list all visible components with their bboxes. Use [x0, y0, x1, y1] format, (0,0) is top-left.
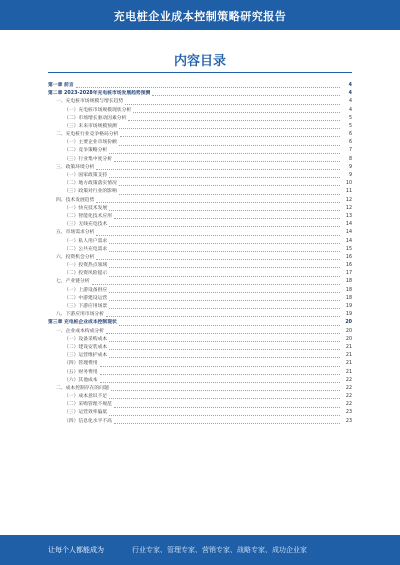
- toc-entry-label: （三）未来市场规模预测: [64, 123, 117, 129]
- toc-entry[interactable]: [48, 205, 352, 213]
- toc-page-number: 7: [348, 148, 352, 154]
- toc-entry-label: （一）成本意识不足: [64, 394, 108, 400]
- toc-entry[interactable]: [48, 270, 352, 278]
- toc-dot-leader: [109, 153, 340, 154]
- toc-page-number: 23: [345, 418, 352, 424]
- header-bar: [0, 0, 400, 30]
- toc-entry[interactable]: [48, 180, 352, 188]
- toc-page-number: 19: [345, 304, 352, 310]
- toc-entry[interactable]: [48, 352, 352, 360]
- toc-page-number: 21: [345, 353, 352, 359]
- toc-page-number: 8: [348, 156, 352, 162]
- toc-entry-label: （一）投资热点领域: [64, 263, 108, 269]
- toc-entry[interactable]: [48, 410, 352, 418]
- toc-entry-label: 五、市场需求分析: [56, 230, 95, 236]
- toc-entry[interactable]: [48, 377, 352, 385]
- toc-page-number: 21: [345, 369, 352, 375]
- toc-dot-leader: [109, 251, 340, 252]
- toc-chapter-entry[interactable]: [48, 82, 352, 90]
- toc-entry-label: （二）地方政策落实情况: [64, 181, 117, 187]
- toc-page-number: 21: [345, 361, 352, 367]
- toc-dot-leader: [100, 374, 340, 375]
- toc-dot-leader: [125, 104, 340, 105]
- toc-dot-leader: [119, 128, 340, 129]
- toc-dot-leader: [96, 202, 340, 203]
- toc-page-number: 20: [345, 336, 352, 342]
- toc-dot-leader: [109, 267, 340, 268]
- toc-entry-label: （二）采购管理不规范: [64, 402, 112, 408]
- toc-entry[interactable]: [48, 279, 352, 287]
- toc-dot-leader: [119, 185, 340, 186]
- toc-entry[interactable]: [48, 360, 352, 368]
- toc-entry[interactable]: [48, 197, 352, 205]
- footer-slogan: 让每个人都能成为: [48, 546, 104, 554]
- toc-entry-label: （一）设备采购成本: [64, 336, 108, 342]
- toc-page-number: 13: [345, 213, 352, 219]
- toc-page-number: 22: [345, 377, 352, 383]
- toc-page-number: 10: [345, 181, 352, 187]
- toc-dot-leader: [152, 95, 340, 96]
- toc-dot-leader: [109, 292, 340, 293]
- toc-dot-leader: [109, 349, 340, 350]
- toc-entry-label: （四）管理费用: [64, 361, 98, 367]
- toc-page-number: 4: [348, 107, 352, 113]
- toc-entry-label: （二）投资风险提示: [64, 271, 108, 277]
- toc-entry-label: 一、充电桩市场规模与增长趋势: [56, 99, 124, 105]
- toc-entry[interactable]: [48, 131, 352, 139]
- toc-page-number: 9: [348, 173, 352, 179]
- toc-entry[interactable]: [48, 98, 352, 106]
- toc-page-number: 20: [345, 328, 352, 334]
- toc-dot-leader: [106, 333, 340, 334]
- toc-page-number: 22: [345, 402, 352, 408]
- toc-entry[interactable]: [48, 221, 352, 229]
- toc-entry-label: （三）无线充电技术: [64, 222, 108, 228]
- toc-entry-label: （六）其他成本: [64, 377, 98, 383]
- toc-entry-label: （一）上游设备供应: [64, 287, 108, 293]
- toc-entry-label: 七、产业链分析: [56, 279, 90, 285]
- toc-chapter-entry[interactable]: [48, 319, 352, 327]
- toc-dot-leader: [106, 316, 340, 317]
- toc-dot-leader: [109, 357, 340, 358]
- toc-dot-leader: [128, 120, 340, 121]
- toc-dot-leader: [109, 226, 340, 227]
- toc-entry-label: （二）建设安装成本: [64, 344, 108, 350]
- toc-entry-label: （三）运营维护成本: [64, 353, 108, 359]
- toc-entry[interactable]: [48, 123, 352, 131]
- toc-entry-label: （四）信息化水平不高: [64, 418, 112, 424]
- toc-page-number: 22: [345, 385, 352, 391]
- toc-dot-leader: [109, 276, 340, 277]
- toc-entry[interactable]: [48, 303, 352, 311]
- toc-dot-leader: [96, 259, 340, 260]
- toc-page-number: 14: [345, 222, 352, 228]
- toc-page-number: 14: [345, 230, 352, 236]
- toc-entry-label: （一）快充技术发展: [64, 205, 108, 211]
- toc-entry-label: 二、充电桩行业竞争格局分析: [56, 132, 119, 138]
- toc-entry[interactable]: [48, 246, 352, 254]
- toc-entry-label: 第二章 2023-2028年充电桩市场发展趋势预测: [48, 91, 151, 97]
- toc-entry-label: （三）运营效率偏低: [64, 410, 108, 416]
- toc-dot-leader: [109, 308, 340, 309]
- toc-entry-label: （二）中游建设运营: [64, 295, 108, 301]
- toc-page-number: 12: [345, 197, 352, 203]
- toc-chapter-entry[interactable]: [48, 90, 352, 98]
- toc-entry[interactable]: [48, 238, 352, 246]
- toc-page-number: 18: [345, 287, 352, 293]
- toc-entry-label: 第一章 前言: [48, 82, 74, 88]
- toc-entry-label: 二、成本控制存在的问题: [56, 385, 109, 391]
- toc-entry-label: 三、政策环境分析: [56, 164, 95, 170]
- footer-tagline: 行业专家、管理专家、营销专家、战略专家、成功企业家: [132, 546, 307, 554]
- toc-page-number: 16: [345, 263, 352, 269]
- toc-heading: 内容目录: [173, 54, 226, 69]
- toc-page-number: 4: [348, 91, 352, 97]
- toc-dot-leader: [96, 235, 340, 236]
- toc-dot-leader: [119, 194, 340, 195]
- toc-dot-leader: [109, 415, 340, 416]
- toc-entry[interactable]: [48, 229, 352, 237]
- toc-entry[interactable]: [48, 156, 352, 164]
- toc-page-number: 6: [348, 132, 352, 138]
- toc-dot-leader: [114, 423, 340, 424]
- toc-dot-leader: [133, 112, 340, 113]
- toc-entry[interactable]: [48, 393, 352, 401]
- toc-dot-leader: [114, 218, 340, 219]
- toc-page-number: 5: [348, 115, 352, 121]
- toc-page-number: 12: [345, 205, 352, 211]
- toc-page-number: 18: [345, 279, 352, 285]
- toc-dot-leader: [109, 300, 340, 301]
- toc-entry[interactable]: [48, 401, 352, 409]
- toc-entry[interactable]: [48, 164, 352, 172]
- toc-entry[interactable]: [48, 311, 352, 319]
- table-of-contents: [48, 82, 352, 426]
- toc-entry[interactable]: [48, 107, 352, 115]
- toc-dot-leader: [120, 136, 340, 137]
- toc-page-number: 18: [345, 295, 352, 301]
- toc-page-number: 15: [345, 246, 352, 252]
- toc-page-number: 22: [345, 394, 352, 400]
- toc-entry[interactable]: [48, 172, 352, 180]
- toc-page-number: 4: [348, 99, 352, 105]
- toc-dot-leader: [92, 284, 340, 285]
- toc-dot-leader: [76, 87, 340, 88]
- toc-entry[interactable]: [48, 262, 352, 270]
- toc-page-number: 11: [345, 189, 352, 195]
- toc-page-number: 14: [345, 238, 352, 244]
- toc-dot-leader: [96, 169, 340, 170]
- toc-entry-label: （二）公共充电需求: [64, 246, 108, 252]
- toc-entry-label: （二）智能化技术应用: [64, 213, 112, 219]
- toc-dot-leader: [119, 145, 340, 146]
- toc-entry[interactable]: [48, 287, 352, 295]
- toc-entry-label: 八、下游应用市场分析: [56, 312, 104, 318]
- toc-entry-label: （三）下游应用场景: [64, 304, 108, 310]
- toc-page-number: 20: [345, 320, 352, 326]
- toc-dot-leader: [109, 210, 340, 211]
- toc-dot-leader: [100, 382, 340, 383]
- toc-entry[interactable]: [48, 418, 352, 426]
- toc-dot-leader: [109, 398, 340, 399]
- toc-dot-leader: [119, 325, 340, 326]
- toc-entry[interactable]: [48, 188, 352, 196]
- report-title: 充电桩企业成本控制策略研究报告: [113, 10, 287, 23]
- toc-dot-leader: [109, 243, 340, 244]
- toc-dot-leader: [109, 341, 340, 342]
- toc-entry-label: （一）国家政策支持: [64, 173, 108, 179]
- toc-entry[interactable]: [48, 115, 352, 123]
- toc-entry-label: 四、技术发展趋势: [56, 197, 95, 203]
- toc-page-number: 5: [348, 123, 352, 129]
- toc-entry[interactable]: [48, 369, 352, 377]
- toc-entry[interactable]: [48, 295, 352, 303]
- toc-page-number: 4: [348, 82, 352, 88]
- toc-entry[interactable]: [48, 254, 352, 262]
- toc-entry[interactable]: [48, 148, 352, 156]
- toc-entry-label: （一）主要企业市场份额: [64, 140, 117, 146]
- toc-page-number: 19: [345, 312, 352, 318]
- toc-entry-label: （三）行业集中度分析: [64, 156, 112, 162]
- toc-entry[interactable]: [48, 385, 352, 393]
- toc-page-number: 16: [345, 254, 352, 260]
- toc-page-number: 9: [348, 164, 352, 170]
- toc-dot-leader: [111, 390, 340, 391]
- toc-entry-label: （三）政策对行业的影响: [64, 189, 117, 195]
- toc-entry[interactable]: [48, 213, 352, 221]
- toc-entry-label: （二）竞争策略分析: [64, 148, 108, 154]
- toc-entry-label: （二）市场增长驱动因素分析: [64, 115, 127, 121]
- toc-entry-label: （一）私人用户需求: [64, 238, 108, 244]
- toc-page-number: 17: [345, 271, 352, 277]
- toc-entry[interactable]: [48, 328, 352, 336]
- toc-divider: [48, 72, 352, 73]
- toc-dot-leader: [100, 366, 340, 367]
- toc-dot-leader: [114, 407, 340, 408]
- footer-bar: [0, 535, 400, 565]
- toc-page-number: 6: [348, 140, 352, 146]
- toc-page-number: 21: [345, 344, 352, 350]
- toc-dot-leader: [109, 177, 340, 178]
- toc-entry[interactable]: [48, 336, 352, 344]
- toc-entry-label: 六、投资机会分析: [56, 254, 95, 260]
- toc-entry-label: 第三章 充电桩企业成本控制现状: [48, 320, 117, 326]
- toc-entry[interactable]: [48, 344, 352, 352]
- toc-entry-label: （一）充电桩市场规模现状分析: [64, 107, 132, 113]
- toc-dot-leader: [114, 161, 340, 162]
- toc-entry-label: （五）财务费用: [64, 369, 98, 375]
- toc-page-number: 23: [345, 410, 352, 416]
- toc-entry[interactable]: [48, 139, 352, 147]
- toc-entry-label: 一、企业成本构成分析: [56, 328, 104, 334]
